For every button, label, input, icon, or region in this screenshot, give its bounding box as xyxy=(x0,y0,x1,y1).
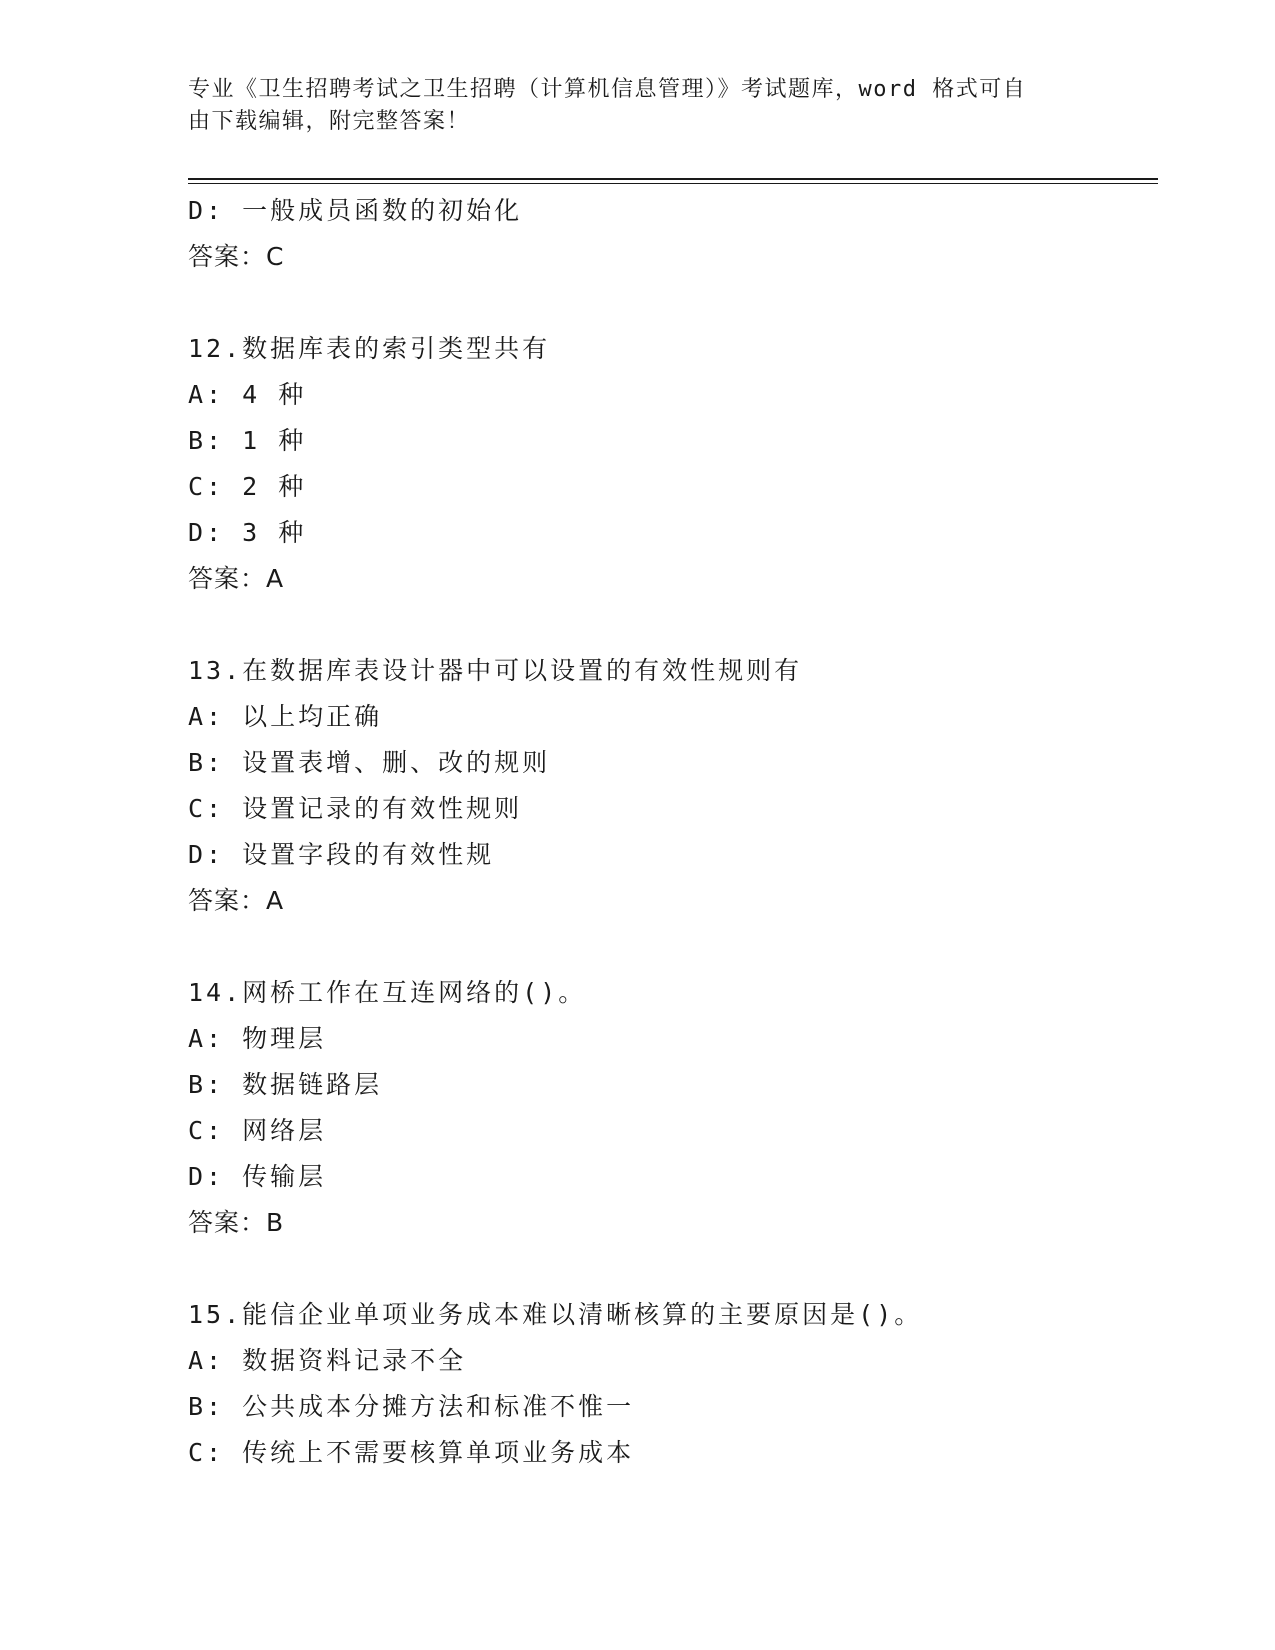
answer-line: 答案：B xyxy=(188,1208,285,1237)
option-c: C: 网络层 xyxy=(188,1116,327,1145)
option-a: A: 以上均正确 xyxy=(188,702,383,731)
question-list xyxy=(188,188,1158,1476)
option-d: D: 一般成员函数的初始化 xyxy=(188,196,523,225)
option-c: C: 传统上不需要核算单项业务成本 xyxy=(188,1438,635,1467)
question-stem: 13.在数据库表设计器中可以设置的有效性规则有 xyxy=(188,656,803,685)
spacer xyxy=(188,1246,1158,1292)
option-c: C: 设置记录的有效性规则 xyxy=(188,794,523,823)
question-stem: 12.数据库表的索引类型共有 xyxy=(188,334,551,363)
spacer xyxy=(188,602,1158,648)
question-block-15 xyxy=(188,1292,1158,1476)
option-a: A: 物理层 xyxy=(188,1024,327,1053)
option-b: B: 数据链路层 xyxy=(188,1070,383,1099)
answer-line: 答案：A xyxy=(188,564,285,593)
question-block-13 xyxy=(188,648,1158,924)
spacer xyxy=(188,280,1158,326)
option-d: D: 传输层 xyxy=(188,1162,327,1191)
header-divider-thick xyxy=(188,178,1158,180)
header-line-2: 由下载编辑，附完整答案！ xyxy=(188,109,471,134)
question-block-14 xyxy=(188,970,1158,1246)
option-b: B: 公共成本分摊方法和标准不惟一 xyxy=(188,1392,635,1421)
header-line-1: 专业《卫生招聘考试之卫生招聘（计算机信息管理）》考试题库，word 格式可自 xyxy=(188,77,1027,102)
answer-line: 答案：C xyxy=(188,242,285,271)
document-header xyxy=(188,74,1068,138)
option-a: A: 4 种 xyxy=(188,380,307,409)
option-d: D: 设置字段的有效性规 xyxy=(188,840,495,869)
option-d: D: 3 种 xyxy=(188,518,307,547)
header-divider-thin xyxy=(188,183,1158,184)
option-c: C: 2 种 xyxy=(188,472,307,501)
option-b: B: 设置表增、删、改的规则 xyxy=(188,748,551,777)
spacer xyxy=(188,924,1158,970)
option-a: A: 数据资料记录不全 xyxy=(188,1346,467,1375)
question-block-12 xyxy=(188,326,1158,602)
answer-line: 答案：A xyxy=(188,886,285,915)
option-b: B: 1 种 xyxy=(188,426,307,455)
question-stem: 14.网桥工作在互连网络的()。 xyxy=(188,978,587,1007)
question-block-11-tail xyxy=(188,188,1158,280)
question-stem: 15.能信企业单项业务成本难以清晰核算的主要原因是()。 xyxy=(188,1300,923,1329)
